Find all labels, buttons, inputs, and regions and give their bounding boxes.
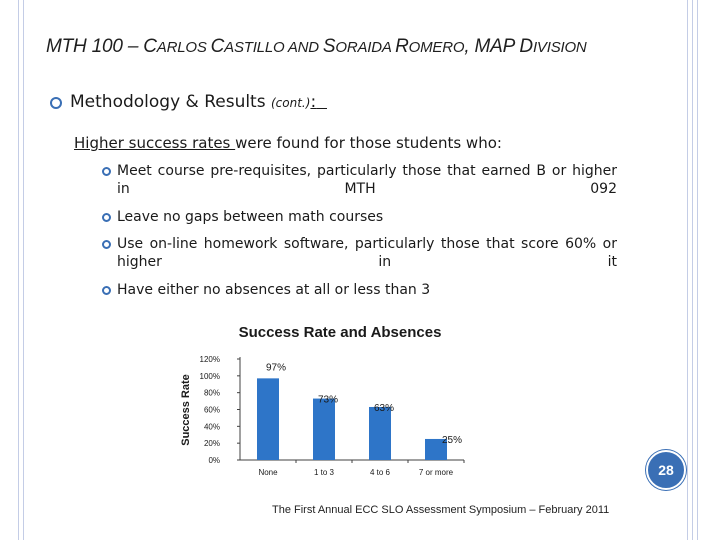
title-part: ARLOS [156,39,211,56]
title-part: ASTILLO AND [224,39,323,56]
bullet-circle-icon [102,167,111,176]
bullet-circle-icon [50,97,62,109]
chart-title: Success Rate and Absences [238,324,442,341]
title-part: C [210,36,225,57]
list-item: Use on-line homework software, particularly those that score 60% or higher in it [117,236,617,270]
intro-underlined-text: Higher success rates [74,134,236,152]
bullet-circle-icon [102,286,111,295]
title-part: R [395,36,409,57]
bar [313,399,335,460]
left-rail-line [18,0,19,540]
section-cont-text: (cont.) [271,96,311,110]
bar-data-label: 63% [373,402,395,414]
x-tick-label: None [258,468,278,477]
x-tick-label: 7 or more [418,468,454,477]
footer-text: The First Annual ECC SLO Assessment Symposium – February 2011 [272,504,610,516]
bar [369,407,391,460]
title-part: IVISION [532,39,587,56]
list-item: Meet course pre-requisites, particularly those that earned B or higher in MTH 092 [117,163,617,197]
y-tick-label: 120% [199,355,220,364]
bar-data-label: 73% [317,394,339,406]
section-colon: : [310,92,317,112]
section-heading-text: Methodology & Results [70,92,266,112]
title-part: , MAP D [464,36,533,57]
y-tick-label: 0% [208,456,220,465]
title-part: S [322,36,336,57]
y-tick-label: 60% [203,405,220,415]
title-part: OMERO [408,39,465,56]
y-tick-label: 100% [199,371,220,381]
bullet-circle-icon [102,240,111,249]
left-rail-line [23,0,24,540]
y-tick-label: 20% [203,439,220,449]
y-tick-label: 80% [203,388,220,398]
x-tick-label: 1 to 3 [313,468,335,477]
bar-chart [190,345,470,480]
intro-line [74,134,502,152]
page-number-badge: 28 [646,450,686,490]
y-tick-label: 40% [203,422,220,432]
x-tick-label: 4 to 6 [369,468,391,477]
y-axis-label: Success Rate [180,374,192,446]
section-heading [70,92,327,112]
title-part: MTH 100 – C [46,36,157,57]
right-rail-line [697,0,698,540]
right-rail-line [687,0,688,540]
bullet-circle-icon [102,213,111,222]
title-part: ORAIDA [335,39,396,56]
bar-data-label: 97% [265,362,287,374]
slide-title [46,36,587,58]
list-item: Have either no absences at all or less than 3 [117,282,431,298]
list-item: Leave no gaps between math courses [117,209,384,225]
intro-rest-text: were found for those students who: [235,134,502,152]
right-rail-line [692,0,693,540]
bar [257,378,279,460]
bar-data-label: 25% [441,434,463,446]
